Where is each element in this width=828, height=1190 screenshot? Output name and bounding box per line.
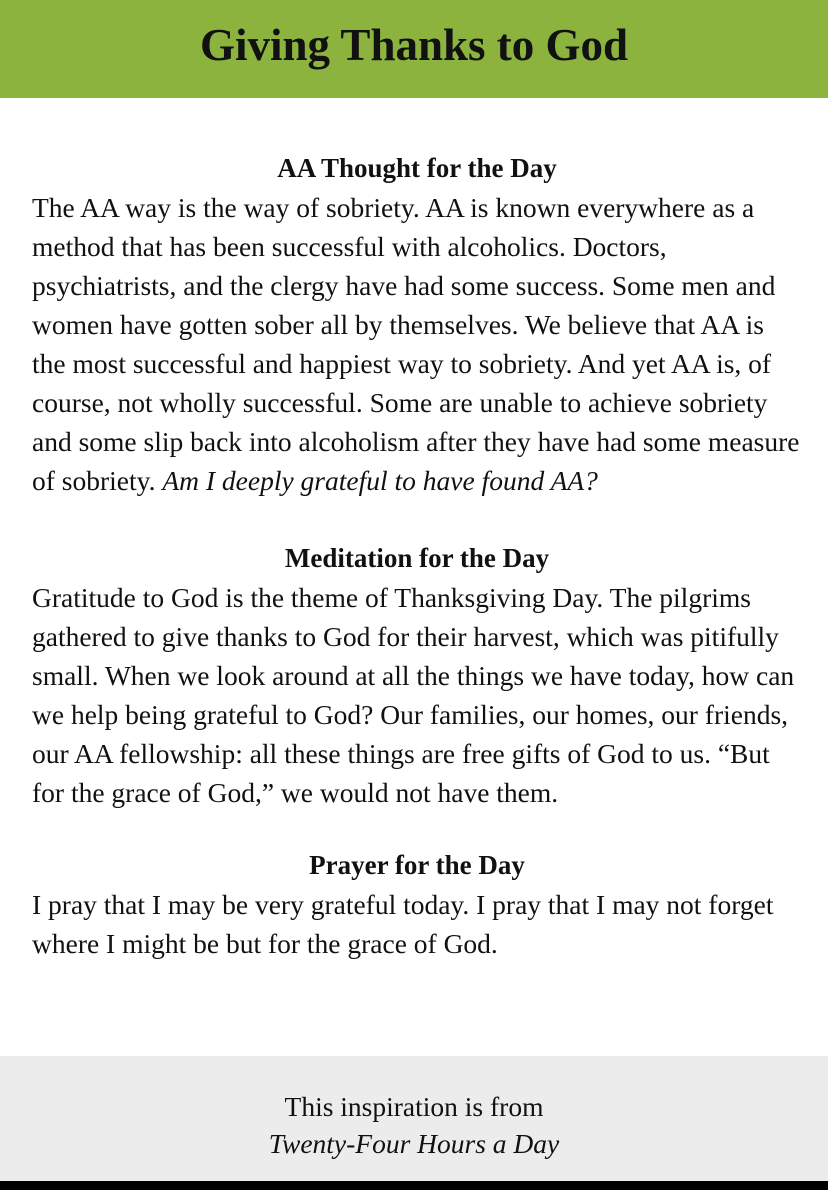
thought-question: Am I deeply grateful to have found AA? — [162, 465, 598, 496]
thought-body-text: The AA way is the way of sobriety. AA is known everywhere as a method that has been successful with alcoholics. Doctors, psychiatrists, and the clergy have had some success. Some men and women have gotten sober all by themselves. We believe that AA is the most successful and happiest way to sobriety. And yet AA is, of course, not wholly successful. Some are unable to achieve sobriety and some slip back into alcoholism after they have had some measure of sobriety. — [32, 192, 800, 496]
meditation-section — [32, 539, 802, 812]
thought-heading: AA Thought for the Day — [277, 153, 557, 183]
footer-source-label: This inspiration is from — [284, 1091, 544, 1122]
source-footer — [0, 1056, 828, 1181]
footer-book-title: Twenty-Four Hours a Day — [268, 1128, 560, 1159]
page-title: Giving Thanks to God — [199, 19, 629, 70]
thought-body — [32, 188, 802, 500]
thought-section — [32, 149, 802, 500]
reading-content — [32, 149, 802, 963]
bottom-edge-bar — [0, 1181, 828, 1190]
meditation-body: Gratitude to God is the theme of Thanksgiving Day. The pilgrims gathered to give thanks to God for their harvest, which was pitifully small. When we look around at all the things we have today, how can we help being grateful to God? Our families, our homes, our friends, our AA fellowship: all these things are free gifts of God to us. “But for the grace of God,” we would not have them. — [32, 582, 795, 808]
prayer-section — [32, 846, 802, 963]
meditation-heading: Meditation for the Day — [284, 543, 550, 573]
page-header — [0, 0, 828, 98]
prayer-heading: Prayer for the Day — [309, 850, 525, 880]
prayer-body: I pray that I may be very grateful today. I pray that I may not forget where I might be but for the grace of God. — [32, 889, 774, 959]
